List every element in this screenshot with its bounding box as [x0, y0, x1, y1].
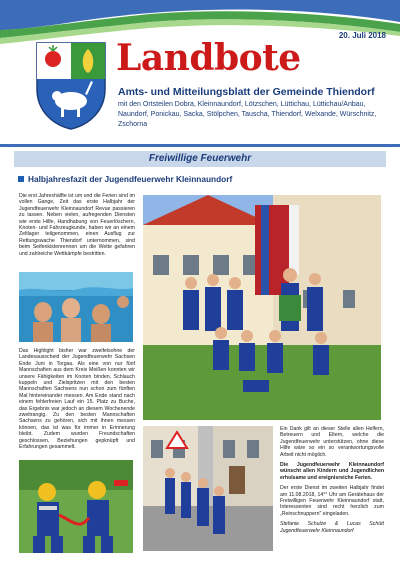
article-signature: Stefanie Schulze & Lucas Schütt Jugendfeuerwehr Kleinnaundorf: [280, 521, 384, 534]
article-headline: Halbjahresfazit der Jugendfeuerwehr Kleinnaundorf: [28, 174, 233, 184]
issue-date: 20. Juli 2018: [338, 31, 386, 40]
article-closing-column: [280, 426, 384, 538]
next-meeting-paragraph: Der erste Dienst im zweiten Halbjahr findet am 11.08.2018, 14°° Uhr am Gerätehaus der Freiwilligen Feuerwehr Kleinnaundorf statt, Interessenten sind recht herzlich zum „Reinschnuppern" eingeladen.: [280, 485, 384, 517]
photo-youth-fire-brigade-team: [143, 195, 381, 420]
wishes-paragraph: Die Jugendfeuerwehr Kleinnaundorf wünscht allen Kindern und Jugendlichen erholsame und ereignisreiche Ferien.: [280, 462, 384, 481]
masthead: [0, 0, 400, 150]
section-banner: [14, 151, 386, 167]
article-paragraph-2: Das Highlight bisher war zweifelsohne der Landesausscheid der Jugendfeuerwehr Sachsen Ende Juni in Torgau. Als eine von nur fünf Mannschaften aus dem Kreis Meißen konnten wir unsere Fähigkeiten im Knoten binden, Schlauch kuppeln und Zielspritzen mit den besten Mannschaften Sachsens nun schon zum fünften Mal hintereinander messen. Am Ende stand nach einem fehlerfreien Lauf ein 15. Platz zu Buche, das Ergebnis war jedoch an diesem Wochenende zweitrangig. Zu den besten Mannschaften Sachsens zu gehören, sich mit ihnen messen können, das ist was für immer in Erinnerung bleibt. Zudem wurden Freundschaften geschlossen, Beziehungen gepknüpft und Erfahrungen gesammelt.: [19, 348, 135, 451]
thanks-paragraph: Ein Dank gilt an dieser Stelle allen Helfern, Betreuern und Eltern, welche die Jugendfeuerwehr unterstützen, ohne diese Hilfe wäre so ein so verantwortungsvolle Arbeit nicht möglich.: [280, 426, 384, 458]
newspaper-subtitle: Amts- und Mitteilungsblatt der Gemeinde Thiendorf: [118, 86, 375, 98]
section-title: Freiwillige Feuerwehr: [148, 153, 252, 164]
photo-diving-children: [19, 272, 133, 342]
photo-street-parade: [143, 426, 273, 551]
municipal-crest-icon: [33, 39, 109, 131]
photo-hose-exercise: [19, 460, 133, 553]
article-paragraph-1: Die erst Jahreshälfte ist um und die Ferien sind im vollen Gange, Zeit das erste Halbjahr der Jugendfeuerwehr Kleinnaundorf Revue passieren zu lassen. Neben vielen, aufregenden Diensten wie erste Hilfe, Handhabung von Feuerlöschern, Knoten- und Fahrzeugkunde, haben wir an einem Zeltlager teilgenommen, einen Ausflug zur Rettungswache Thiendorf unternommen, sind beim Seifenkistenrennen um die Wette gefahren und zahlreiche Wettkämpfe bestritten.: [19, 193, 135, 257]
headline-bullet: [18, 176, 24, 182]
newspaper-title: Landbote: [116, 37, 301, 79]
district-list: mit den Ortsteilen Dobra, Kleinnaundorf, Lötzschen, Lüttichau, Lüttichau/Anbau, Naundorf, Ponickau, Sacka, Stölpchen, Tauscha, Thiendorf, Welxande, Würschnitz, Zschorna: [118, 101, 377, 128]
